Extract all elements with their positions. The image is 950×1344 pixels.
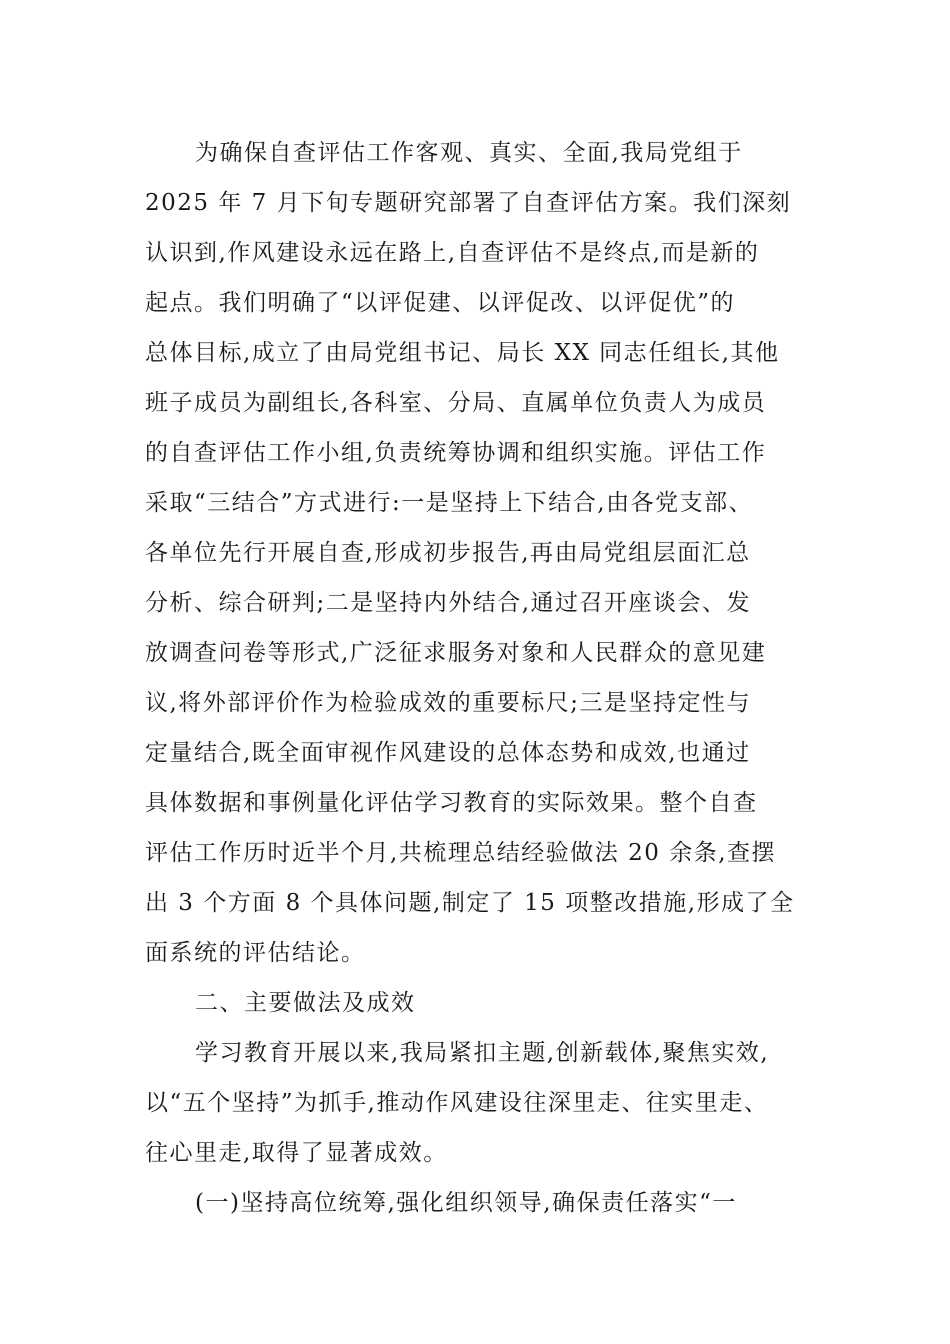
paragraph-line: 具体数据和事例量化评估学习教育的实际效果。整个自查 — [145, 790, 758, 816]
paragraph-line: 议,将外部评价作为检验成效的重要标尺;三是坚持定性与 — [145, 690, 752, 716]
paragraph-line: 放调查问卷等形式,广泛征求服务对象和人民群众的意见建 — [145, 640, 767, 666]
paragraph-line: 面系统的评估结论。 — [145, 940, 366, 966]
paragraph-line: 分析、综合研判;二是坚持内外结合,通过召开座谈会、发 — [145, 590, 752, 616]
paragraph-line: 2025 年 7 月下旬专题研究部署了自查评估方案。我们深刻 — [145, 190, 792, 216]
paragraph-line: 评估工作历时近半个月,共梳理总结经验做法 20 余条,查摆 — [145, 840, 777, 866]
paragraph-line: 认识到,作风建设永远在路上,自查评估不是终点,而是新的 — [145, 240, 760, 266]
paragraph-line: 班子成员为副组长,各科室、分局、直属单位负责人为成员 — [145, 390, 767, 416]
paragraph-line: 各单位先行开展自查,形成初步报告,再由局党组层面汇总 — [145, 540, 751, 566]
paragraph-line: 采取“三结合”方式进行:一是坚持上下结合,由各党支部、 — [145, 490, 754, 516]
paragraph-line: 起点。我们明确了“以评促建、以评促改、以评促优”的 — [145, 290, 736, 316]
paragraph-line: 往心里走,取得了显著成效。 — [145, 1140, 448, 1166]
paragraph-line: 定量结合,既全面审视作风建设的总体态势和成效,也通过 — [145, 740, 751, 766]
paragraph-line: 为确保自查评估工作客观、真实、全面,我局党组于 — [195, 140, 743, 166]
section-heading: 二、主要做法及成效 — [195, 990, 416, 1016]
paragraph-line: 总体目标,成立了由局党组书记、局长 XX 同志任组长,其他 — [145, 340, 780, 366]
subsection-heading: (一)坚持高位统筹,强化组织领导,确保责任落实“一 — [195, 1190, 737, 1216]
paragraph-line: 出 3 个方面 8 个具体问题,制定了 15 项整改措施,形成了全 — [145, 890, 795, 916]
paragraph-line: 学习教育开展以来,我局紧扣主题,创新载体,聚焦实效, — [195, 1040, 770, 1066]
paragraph-line: 的自查评估工作小组,负责统筹协调和组织实施。评估工作 — [145, 440, 767, 466]
paragraph-line: 以“五个坚持”为抓手,推动作风建设往深里走、往实里走、 — [145, 1090, 769, 1116]
